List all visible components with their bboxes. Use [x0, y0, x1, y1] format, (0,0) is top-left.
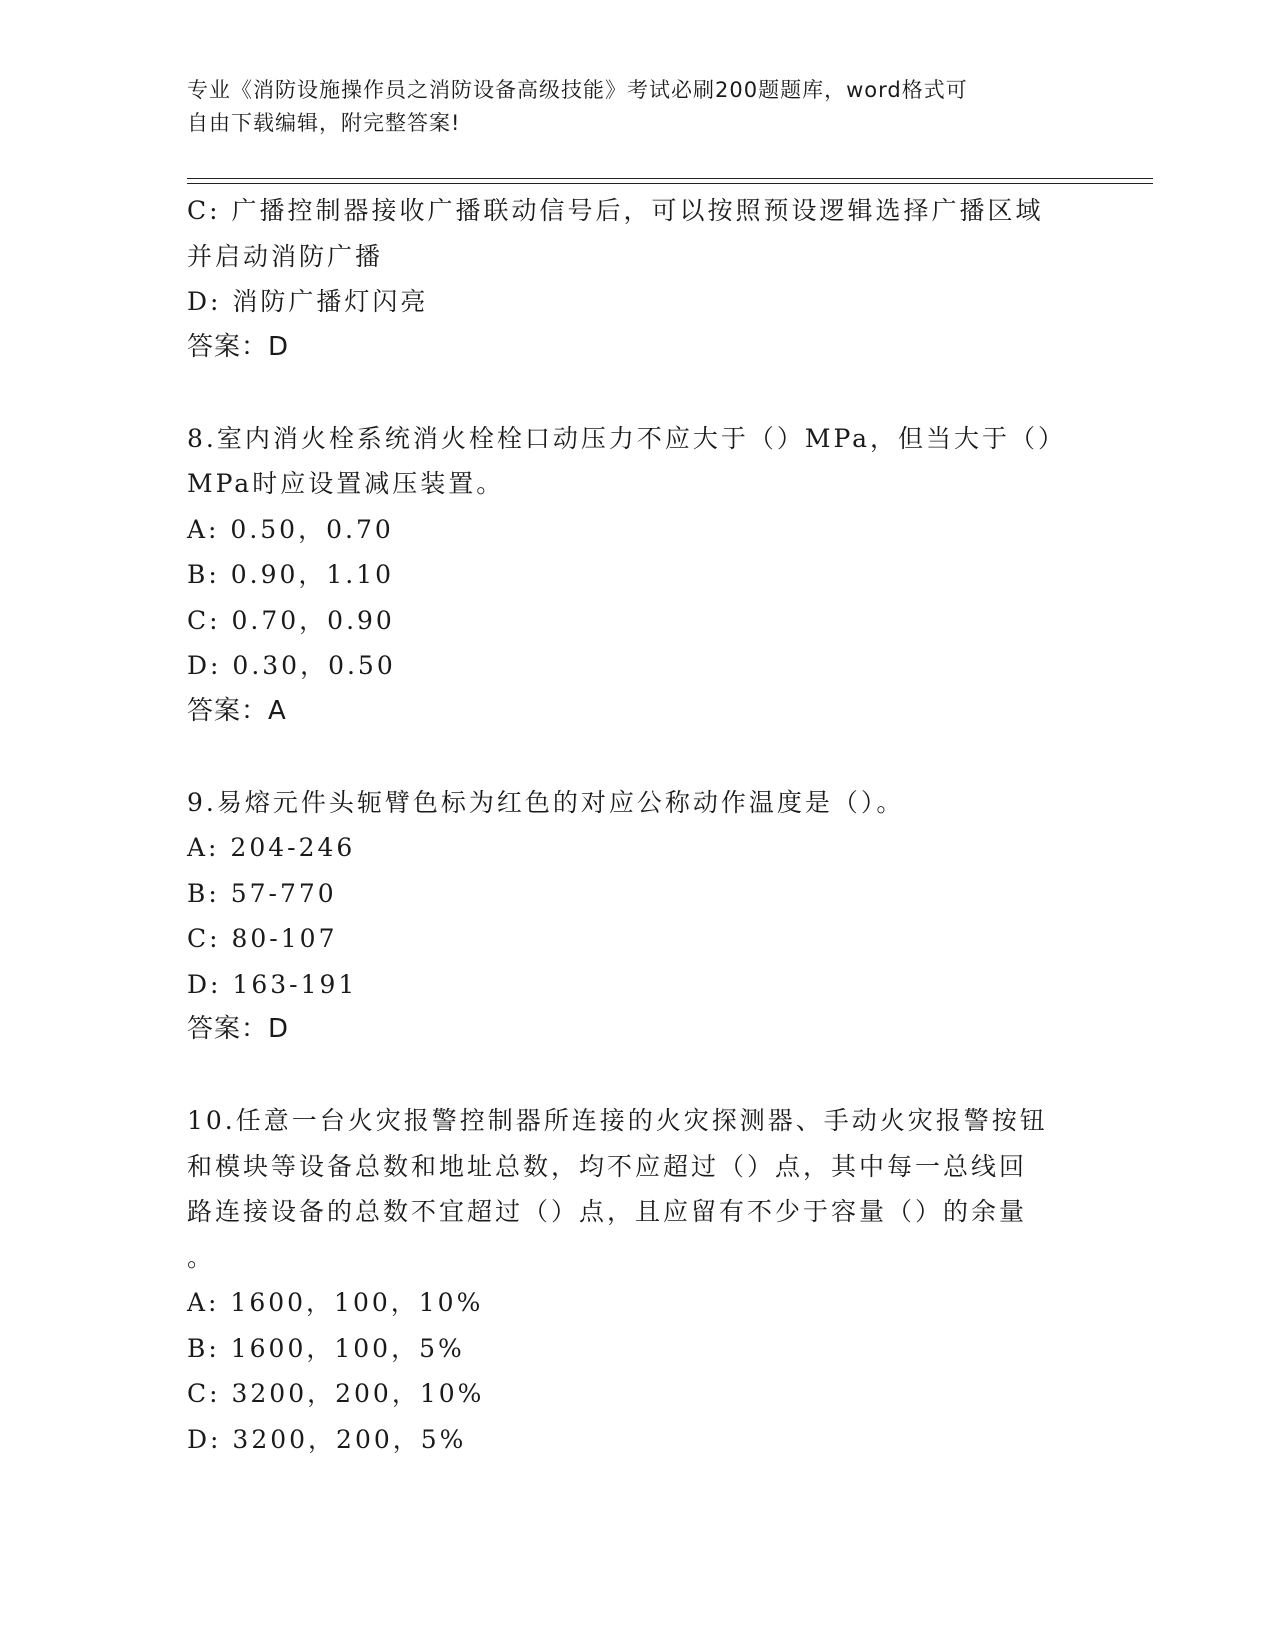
q10-option-d: D: 3200，200，5%	[187, 1424, 467, 1454]
q8-option-b: B: 0.90，1.10	[187, 560, 395, 589]
q9-question-line-1: 9.易熔元件头轭臂色标为红色的对应公称动作温度是（）。	[187, 787, 905, 817]
q7-option-c-line-2: 并启动消防广播	[187, 241, 384, 271]
spacer	[187, 1053, 1087, 1099]
q10-option-a: A: 1600，100，10%	[187, 1288, 484, 1317]
q9-option-c: C: 80-107	[187, 924, 338, 953]
spacer	[187, 370, 1087, 416]
q10-option-c: C: 3200，200，10%	[187, 1379, 485, 1408]
q8-question-line-1: 8.室内消火栓系统消火栓栓口动压力不应大于（）MPa，但当大于（）	[187, 423, 1067, 453]
q8-option-a: A: 0.50，0.70	[187, 514, 394, 544]
q10-question-line-1: 10.任意一台火灾报警控制器所连接的火灾探测器、手动火灾报警按钮	[187, 1106, 1048, 1135]
q10-question-line-2: 和模块等设备总数和地址总数，均不应超过（）点，其中每一总线回	[187, 1151, 1028, 1181]
header-line-2: 自由下载编辑，附完整答案!	[187, 111, 461, 135]
q10-question-line-3: 路连接设备的总数不宜超过（）点，且应留有不少于容量（）的余量	[187, 1197, 1028, 1226]
q9-answer: 答案：D	[187, 1014, 290, 1044]
q10-option-b: B: 1600，100，5%	[187, 1333, 465, 1363]
question-content	[187, 188, 1087, 1462]
q8-question-line-2: MPa时应设置减压装置。	[187, 469, 505, 498]
q7-answer: 答案：D	[187, 331, 290, 362]
header-line-1: 专业《消防设施操作员之消防设备高级技能》考试必刷200题题库，word格式可	[187, 78, 968, 102]
q8-answer: 答案：A	[187, 695, 287, 726]
header-divider-top	[187, 178, 1153, 179]
q8-option-c: C: 0.70，0.90	[187, 605, 395, 635]
q7-option-d: D: 消防广播灯闪亮	[187, 287, 429, 316]
document-header	[187, 74, 1067, 140]
spacer	[187, 734, 1087, 780]
q9-option-d: D: 163-191	[187, 969, 358, 999]
q10-question-line-4: 。	[187, 1242, 216, 1272]
header-divider-bottom	[187, 183, 1153, 184]
q8-option-d: D: 0.30，0.50	[187, 651, 396, 680]
q9-option-a: A: 204-246	[187, 833, 356, 862]
q9-option-b: B: 57-770	[187, 878, 337, 908]
q7-option-c-line-1: C: 广播控制器接收广播联动信号后，可以按照预设逻辑选择广播区域	[187, 196, 1044, 225]
